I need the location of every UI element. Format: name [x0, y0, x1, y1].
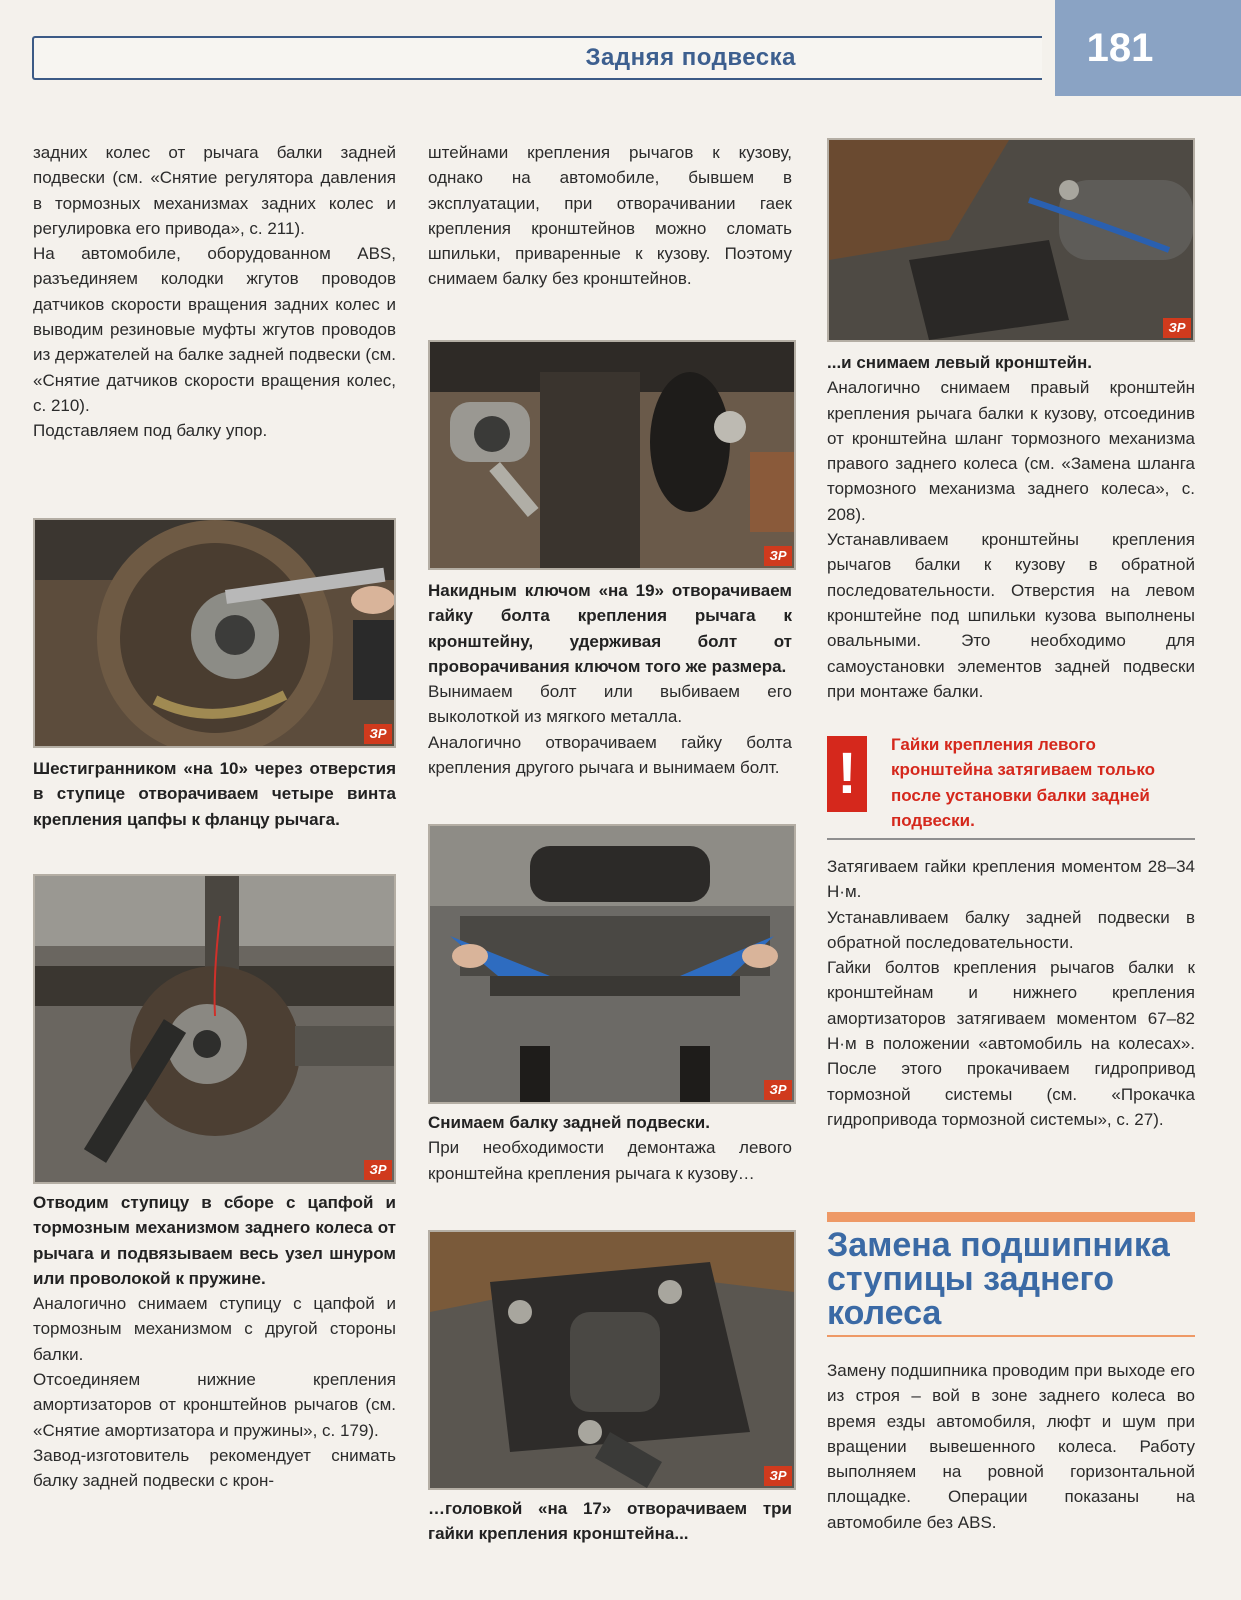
- column-1: [33, 140, 396, 444]
- column-1-lower: [33, 1190, 396, 1494]
- paragraph: Аналогично отворачиваем гайку болта крепления другого рычага и вынимаем болт.: [428, 732, 792, 778]
- paragraph: Отсоединяем нижние крепления амортизаторов от кронштейнов рычагов (см. «Снятие амортизатора и пружины», с. 179).: [33, 1370, 396, 1440]
- column-3-mid: [827, 854, 1195, 1132]
- section-header-title: Задняя подвеска: [585, 44, 796, 71]
- paragraph: При необходимости демонтажа левого кронштейна крепления рычага к кузову…: [428, 1138, 792, 1183]
- brake-hub-illustration: [35, 520, 394, 746]
- paragraph: Аналогично снимаем правый кронштейн крепления рычага балки к кузову, отсоединив от кронштейна шланг тормозного механизма правого заднего колеса (см. «Замена шланга тормозного механизма заднего колеса», с. 208).: [827, 378, 1195, 524]
- beam-removal-illustration: [430, 826, 794, 1102]
- warning-note: [827, 732, 1195, 840]
- left-bracket-illustration: [829, 140, 1193, 340]
- column-3-lower: [827, 1358, 1195, 1535]
- column-3: [827, 350, 1195, 704]
- section-rule-bottom: [827, 1335, 1195, 1337]
- column-2: [428, 140, 792, 292]
- photo-caption: …головкой «на 17» отворачиваем три гайки крепления кронштейна...: [428, 1499, 792, 1544]
- photo-left-bracket-removed: [827, 138, 1195, 342]
- publisher-badge: ЗР: [764, 1466, 792, 1486]
- paragraph: Устанавливаем балку задней подвески в обратной последовательности.: [827, 907, 1195, 952]
- paragraph: штейнами крепления рычагов к кузову, однако на автомобиле, бывшем в эксплуатации, при отворачивании гаек крепления кронштейнов можно сломать шпильки, приваренные к кузову. Поэтому снимаем балку без кронштейнов.: [428, 143, 792, 289]
- publisher-badge: ЗР: [364, 1160, 392, 1180]
- section-title: Замена подшипника ступицы заднего колеса: [827, 1226, 1170, 1332]
- publisher-badge: ЗР: [764, 1080, 792, 1100]
- paragraph: Гайки болтов крепления рычагов балки к кронштейнам и нижнего крепления амортизаторов затягиваем моментом 67–82 Н·м в положении «автомобиль на колесах». После этого прокачиваем гидропривод тормозной системы (см. «Прокачка гидропривода тормозной системы», с. 27).: [827, 958, 1195, 1129]
- photo-caption: Отводим ступицу в сборе с цапфой и тормозным механизмом заднего колеса от рычага и подвязываем весь узел шнуром или проволокой к пружине.: [33, 1193, 396, 1288]
- hub-tied-illustration: [35, 876, 394, 1182]
- caption-1: [33, 756, 396, 832]
- photo-brake-hub-hex-key: [33, 518, 396, 748]
- bracket-nuts-illustration: [430, 1232, 794, 1488]
- paragraph: Устанавливаем кронштейны крепления рычагов балки к кузову в обратной последовательности. Отверстия на левом кронштейне под шпильки кузова выполнены овальными. Это необходимо для самоустановки элементов задней подвески при монтаже балки.: [827, 530, 1195, 701]
- paragraph: задних колес от рычага балки задней подвески (см. «Снятие регулятора давления в тормозных механизмах задних колес и регулировка его привода», с. 211).: [33, 143, 396, 238]
- paragraph: Завод-изготовитель рекомендует снимать балку задней подвески с крон-: [33, 1445, 396, 1491]
- publisher-badge: ЗР: [1163, 318, 1191, 338]
- photo-removing-beam: [428, 824, 796, 1104]
- wrench-bolt-illustration: [430, 342, 794, 568]
- paragraph: Подставляем под балку упор.: [33, 421, 268, 441]
- column-2-lower: [428, 1110, 792, 1186]
- exclamation-icon: !: [827, 736, 867, 812]
- caption-bracket: [428, 1496, 792, 1547]
- paragraph: Вынимаем болт или выбиваем его выколоткой из мягкого металла.: [428, 682, 792, 727]
- paragraph: Замену подшипника проводим при выходе его из строя – вой в зоне заднего колеса во время езды автомобиля, люфт и шум при вращении вывешенного колеса. Работу выполняем на ровной горизонтальной площадке. Операции показаны на автомобиле без ABS.: [827, 1361, 1195, 1532]
- publisher-badge: ЗР: [764, 546, 792, 566]
- column-2-mid: [428, 578, 792, 780]
- page-number: 181: [1086, 26, 1154, 70]
- photo-caption: Снимаем балку задней подвески.: [428, 1113, 710, 1132]
- photo-caption: Шестигранником «на 10» через отверстия в ступице отворачиваем четыре винта крепления цапфы к фланцу рычага.: [33, 759, 396, 829]
- photo-caption: Накидным ключом «на 19» отворачиваем гайку болта крепления рычага к кронштейну, удерживая болт от проворачивания ключом того же размера.: [428, 581, 792, 676]
- paragraph: Затягиваем гайки крепления моментом 28–34 Н·м.: [827, 857, 1195, 902]
- paragraph: На автомобиле, оборудованном ABS, разъединяем колодки жгутов проводов датчиков скорости вращения задних колес и выводим резиновые муфты жгутов проводов из держателей на балке задней подвески (см. «Снятие датчиков скорости вращения колес, с. 210).: [33, 244, 396, 415]
- publisher-badge: ЗР: [364, 724, 392, 744]
- photo-ring-wrench-bolt: [428, 340, 796, 570]
- photo-bracket-nuts: [428, 1230, 796, 1490]
- photo-caption: ...и снимаем левый кронштейн.: [827, 353, 1092, 372]
- section-rule-top: [827, 1212, 1195, 1222]
- warning-text: Гайки крепления левого кронштейна затягиваем только после установки балки задней подвески.: [891, 735, 1156, 830]
- photo-hub-tied-to-spring: [33, 874, 396, 1184]
- divider: [827, 838, 1195, 840]
- paragraph: Аналогично снимаем ступицу с цапфой и тормозным механизмом с другой стороны балки.: [33, 1294, 396, 1364]
